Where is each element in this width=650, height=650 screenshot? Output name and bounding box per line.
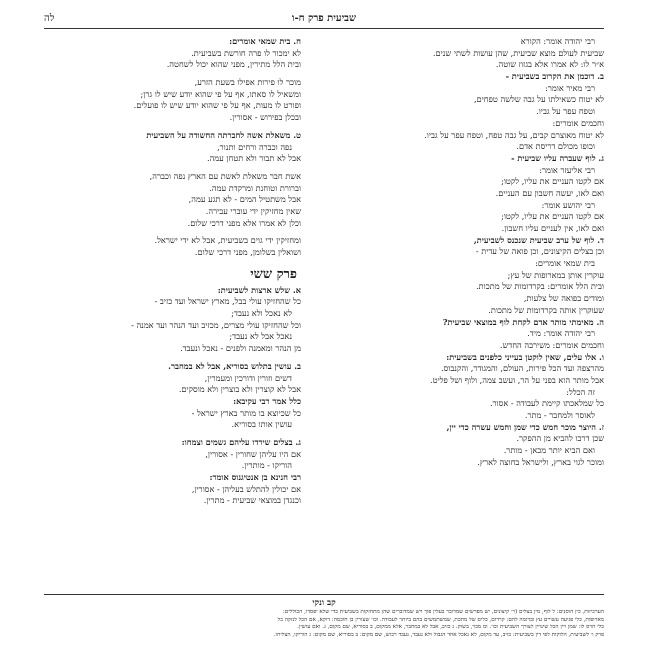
text-line: וכן בצלים הקיצונים, וכן פואה של עדית -	[475, 246, 604, 257]
text-line: עוקרין אותן במארופות של עץ;	[507, 269, 604, 280]
text-line: שעוקרין אותה בקרדומות של מתכות.	[488, 304, 604, 315]
text-line: ובית הלל אומרים: בקרדומות של מתכות.	[476, 281, 604, 292]
text-line: ואם לאו, יעשה חשבון עם העניים.	[495, 187, 604, 198]
text-line: ג. בצלים שירדו עליהם גשמים וצמחו:	[181, 436, 301, 447]
text-line: בית שמאי אומרים:	[535, 258, 595, 269]
text-line: אבל לא תבור ולא תטחן עמה.	[206, 153, 301, 164]
text-line: לא יטוח כשאילתו על גבה שלשה טפחים,	[473, 94, 604, 105]
text-line: אם לקטו העניים את עליו, לקטו;	[501, 211, 604, 222]
text-line: א. שלש ארצות לשביעית:	[217, 284, 301, 295]
text-line: כלל אמר רבי עקיבא:	[233, 395, 301, 406]
text-line: וטפח עפר על גביו.	[536, 106, 595, 117]
text-line: רבי יהודה אומר: מיד.	[527, 328, 595, 339]
text-line: ובית הלל מתירין, מפני שהוא יכול לשחטה.	[166, 59, 301, 70]
text-line: לא נאכל ולא נעבד;	[231, 308, 292, 319]
text-line: כל שהחזיקו עולי בבל, מארץ ישראל ועד כזיב -	[154, 296, 301, 307]
text-line: ב. דוכמן את הקרוב בשביעית -	[505, 71, 604, 82]
text-line: וכנגדן במוצאי שביעית - מתרין.	[203, 495, 301, 506]
page-header	[44, 12, 604, 29]
text-line: ואם לאו, אין לעניים עליו חשבון.	[501, 223, 604, 233]
text-line: ב. עושין בתלוש בסוריא, אבל לא במחבר.	[168, 360, 301, 371]
footer-title: קב ונקי	[312, 598, 336, 608]
running-title: שביעית פרק ח-ו	[291, 13, 357, 24]
page-number: לה	[44, 13, 55, 24]
footnote-line: מארופות, כלי פגיעה עשויים עץ ובדומה להם: קרדום, כלים של מתכת, שמשתמשים בהם ביותר לעבודה. וכו׳ שעורין בן חוכמה: דוקא, אם הכל לנזקה כל	[277, 616, 604, 623]
text-line: וכופו מכולם דריסת אדם.	[516, 141, 595, 152]
footnotes	[44, 609, 604, 647]
text-line: ומחזיקין ידי גוים בשביעית, אבל לא ידי ישראל.	[154, 235, 301, 246]
text-line: רבי חנינא בן אנטיגנוס אומר:	[209, 472, 301, 482]
text-line: וכלן לא אמרו אלא מפני דרכי שלום.	[187, 217, 301, 228]
text-line: ופורט לו מעות, אף על פי שהוא יודע שיש לו פועלים.	[133, 100, 301, 111]
text-line: ג. לוף שעברה עליו שביעית -	[511, 152, 604, 163]
footnote-line: כלי חרס לו: שמן ויין הכל שינויין לצורך השביעית וכו׳. ומ מבר, בשוק. ג כזיב, אבל לא במחבר, אלא ממקום, ב בסוריא, שם מקום, ג. ואם עושין.	[297, 624, 604, 631]
text-line: אבל לא קוצרין ולא בוצרין ולא מוסקים.	[178, 384, 301, 395]
text-line: הוריקו - מותרין.	[241, 460, 292, 471]
chapter-heading: פרק ששי	[250, 266, 297, 282]
text-line: ואם הביא יותר מכאן - מותר.	[503, 445, 595, 456]
text-line: אבל מותר הוא בפני על הר, ועשב צמה, ולוף ושל פליט.	[430, 374, 604, 385]
text-line: שאין מחזיקין ידי עוברי עבירה.	[205, 205, 301, 216]
text-line: ד. לוף של ערב שביעית שנכנס לשביעית,	[473, 234, 604, 245]
text-line: אם יכולין להתלש בעליהן - אסורין,	[191, 483, 301, 494]
left-text-column	[56, 36, 301, 588]
footnote-line: פרק ו׳ לשביעית, הלוקות לפי דין בשביעית: כזיב, עד מקום, לא נאכל אחד הגבול ולא נעבד, נעבד רכוש, שם מקום: ב בסוריא, שם מקום: ג הוריקו, הצליחו.	[273, 631, 604, 638]
text-line: אם לקטו העניים את עליו, לקטו;	[501, 176, 604, 187]
text-line: אם היו עליהן שחורין - אסורין,	[205, 448, 301, 459]
text-line: ה. מאימתי מותר אדם לקחת לוף במוצאי שביעית?	[442, 316, 604, 327]
text-line: ז. היוצר מוכר חמש כדי שמן וחמש עשרה כדי יין,	[446, 421, 604, 432]
text-line: וחכמים אומרים:	[552, 117, 604, 128]
footnote-line: הערכיזות, כין הוסנים: ל לוף, מין בצלים (ר׳ קיצונים, יש מפרשים שמדובר בעלין פוך ויש שמדוברים שהן מתחזקות בשביעית כדי שלא יפסדו, הכוללים:	[282, 609, 604, 615]
right-text-column	[359, 36, 604, 588]
text-line: וכל שהחזיקו עולי מצרים, מכזיב ועד הנהר ועד אמנה -	[131, 319, 301, 330]
text-line: רבי יהושע אומר:	[541, 199, 595, 210]
text-line: נאכל אבל לא נעבד;	[229, 331, 292, 342]
text-line: וחכמים אומרים: משירבה החדש.	[499, 339, 604, 350]
text-line: רבי אליעזר אומר:	[539, 164, 595, 175]
text-line: כל שמלאכתו קיימת לעבודה - אסור.	[489, 398, 604, 409]
text-line: אשת חבר משאלת לאשת עם הארץ נפה וכברה,	[149, 170, 301, 181]
text-line: עושין אותו בסוריא.	[231, 419, 292, 430]
text-line: נפה וכברה ורחים ותנור,	[217, 141, 292, 152]
text-line: ושואלין בשלומן, מפני דרכי שלום.	[194, 247, 301, 257]
text-line: א״ר לו: לא אמרו אלא בגזוז שוטה.	[495, 59, 604, 70]
text-line: וברורת וטוחנת ומרקדת עמה.	[209, 182, 301, 193]
text-line: מוכר לו פירות אפילו בשעת הזרע,	[194, 77, 301, 88]
text-line: דשים וזורין ודורכין ומעמרין,	[204, 372, 292, 383]
text-line: ומשאיל לו סאתו, אף על פי שהוא יודע שיש לו גרן;	[140, 88, 301, 99]
text-line: מן הנהר ומאמנה ולפנים - נאכל ונעבד.	[180, 343, 301, 354]
text-line: ומוכר לגוי בארץ, ולישראל בחוצה לארץ.	[477, 456, 604, 467]
text-line: ובכלן בפירוש - אסורין.	[229, 112, 301, 123]
text-line: זה הכלל:	[566, 386, 595, 397]
footer-divider	[44, 594, 604, 595]
text-line: שכן דרכו להביא מן ההפקר.	[516, 433, 604, 444]
text-line: רבי יהודה אומר: הקורא	[520, 36, 595, 46]
text-line: מהרצפה ועד הכל פירות, העולם, והמגודר, והקנבוס.	[441, 363, 604, 374]
text-line: רבי מאיר אומר:	[545, 82, 595, 93]
text-line: ח. בית שמאי אומרים:	[229, 36, 301, 46]
text-line: שביעית לעולם מוצא שביעית, שהן עושות לשתי שנים.	[432, 47, 604, 58]
text-line: ט. משאלת אשה לחברתה החשודה על השביעית	[146, 129, 301, 140]
text-line: לא יטוח מאוצרם קבים, על גבה טפח, וטפח עפר על גביו.	[424, 129, 604, 140]
text-line: ומודים בפואה של צלעות,	[523, 293, 604, 304]
text-line: לאוסר ולמחבר - מתר.	[524, 410, 595, 420]
text-line: כל שכיוצא בו מותר בארץ ישראל -	[191, 407, 301, 418]
text-line: ו. אלו עלים, שאין לוקטן בעייני כלפנים בשביעית:	[446, 351, 604, 362]
text-line: לא ימכור לו פרה חורשת בשביעית.	[191, 47, 301, 58]
text-line: אבל משתטיל המים - לא תגע עמה,	[188, 194, 301, 205]
